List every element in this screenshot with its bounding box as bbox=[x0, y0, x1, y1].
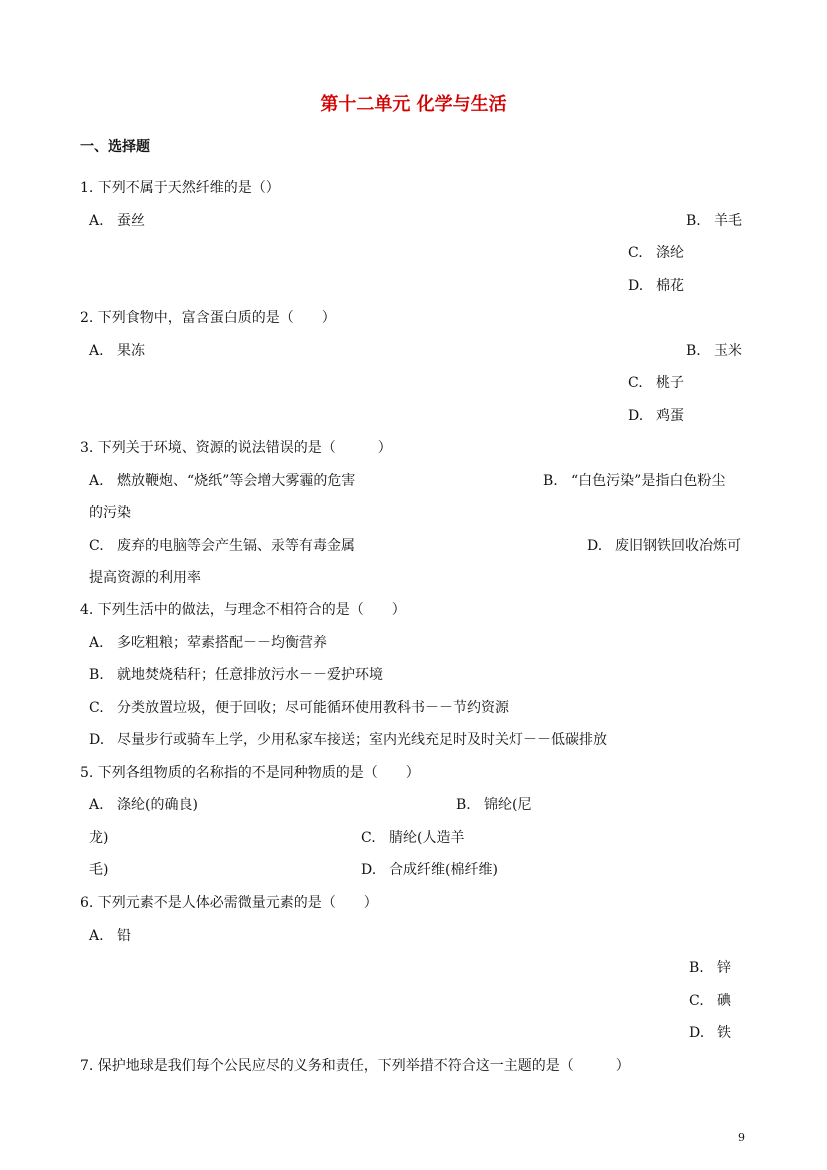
question-6-stem: 6. 下列元素不是人体必需微量元素的是（ ） bbox=[80, 895, 378, 911]
question-7-stem: 7. 保护地球是我们每个公民应尽的义务和责任，下列举措不符合这一主题的是（ ） bbox=[80, 1058, 630, 1074]
section-heading: 一、选择题 bbox=[80, 139, 150, 155]
question-3-stem: 3. 下列关于环境、资源的说法错误的是（ ） bbox=[80, 440, 392, 456]
question-3-option-d-continued: 提高资源的利用率 bbox=[89, 570, 201, 586]
question-4-option-b[interactable]: B. 就地焚烧秸秆；任意排放污水－－爱护环境 bbox=[89, 667, 383, 683]
question-3-option-b-continued: 的污染 bbox=[89, 505, 131, 521]
question-3-option-d[interactable]: D. 废旧钢铁回收冶炼可 bbox=[587, 538, 741, 554]
question-3-option-c[interactable]: C. 废弃的电脑等会产生镉、汞等有毒金属 bbox=[89, 538, 355, 554]
question-4-option-c[interactable]: C. 分类放置垃圾，便于回收；尽可能循环使用教科书－－节约资源 bbox=[89, 700, 509, 716]
question-1-option-b[interactable]: B. 羊毛 bbox=[686, 213, 742, 229]
question-2-stem: 2. 下列食物中，富含蛋白质的是（ ） bbox=[80, 310, 336, 326]
question-4-stem: 4. 下列生活中的做法，与理念不相符合的是（ ） bbox=[80, 602, 406, 618]
question-1-option-c[interactable]: C. 涤纶 bbox=[628, 245, 684, 261]
question-1-option-d[interactable]: D. 棉花 bbox=[628, 278, 684, 294]
question-3-option-a[interactable]: A. 燃放鞭炮、“烧纸”等会增大雾霾的危害 bbox=[89, 473, 356, 489]
question-2-option-b[interactable]: B. 玉米 bbox=[686, 343, 742, 359]
question-5-option-b-continued: 龙) bbox=[89, 830, 109, 846]
page-title: 第十二单元 化学与生活 bbox=[320, 94, 507, 115]
question-6-option-a[interactable]: A. 铅 bbox=[89, 928, 131, 944]
page-number: 9 bbox=[738, 1131, 745, 1144]
question-6-option-c[interactable]: C. 碘 bbox=[689, 993, 731, 1009]
question-5-option-b[interactable]: B. 锦纶(尼 bbox=[456, 797, 532, 813]
question-5-option-c-continued: 毛) bbox=[89, 862, 109, 878]
question-1-option-a[interactable]: A. 蚕丝 bbox=[89, 213, 145, 229]
question-6-option-d[interactable]: D. 铁 bbox=[689, 1025, 731, 1041]
question-5-option-c[interactable]: C. 腈纶(人造羊 bbox=[361, 830, 465, 846]
question-5-stem: 5. 下列各组物质的名称指的不是同种物质的是（ ） bbox=[80, 765, 420, 781]
question-5-option-a[interactable]: A. 涤纶(的确良) bbox=[89, 797, 198, 813]
question-2-option-a[interactable]: A. 果冻 bbox=[89, 343, 145, 359]
question-1-stem: 1. 下列不属于天然纤维的是（） bbox=[80, 180, 280, 196]
question-3-option-b[interactable]: B. “白色污染”是指白色粉尘 bbox=[543, 473, 726, 489]
question-2-option-d[interactable]: D. 鸡蛋 bbox=[628, 408, 684, 424]
question-5-option-d[interactable]: D. 合成纤维(棉纤维) bbox=[361, 862, 498, 878]
question-4-option-a[interactable]: A. 多吃粗粮；荤素搭配－－均衡营养 bbox=[89, 635, 327, 651]
question-2-option-c[interactable]: C. 桃子 bbox=[628, 375, 684, 391]
question-4-option-d[interactable]: D. 尽量步行或骑车上学，少用私家车接送；室内光线充足时及时关灯－－低碳排放 bbox=[89, 732, 607, 748]
question-6-option-b[interactable]: B. 锌 bbox=[689, 960, 731, 976]
